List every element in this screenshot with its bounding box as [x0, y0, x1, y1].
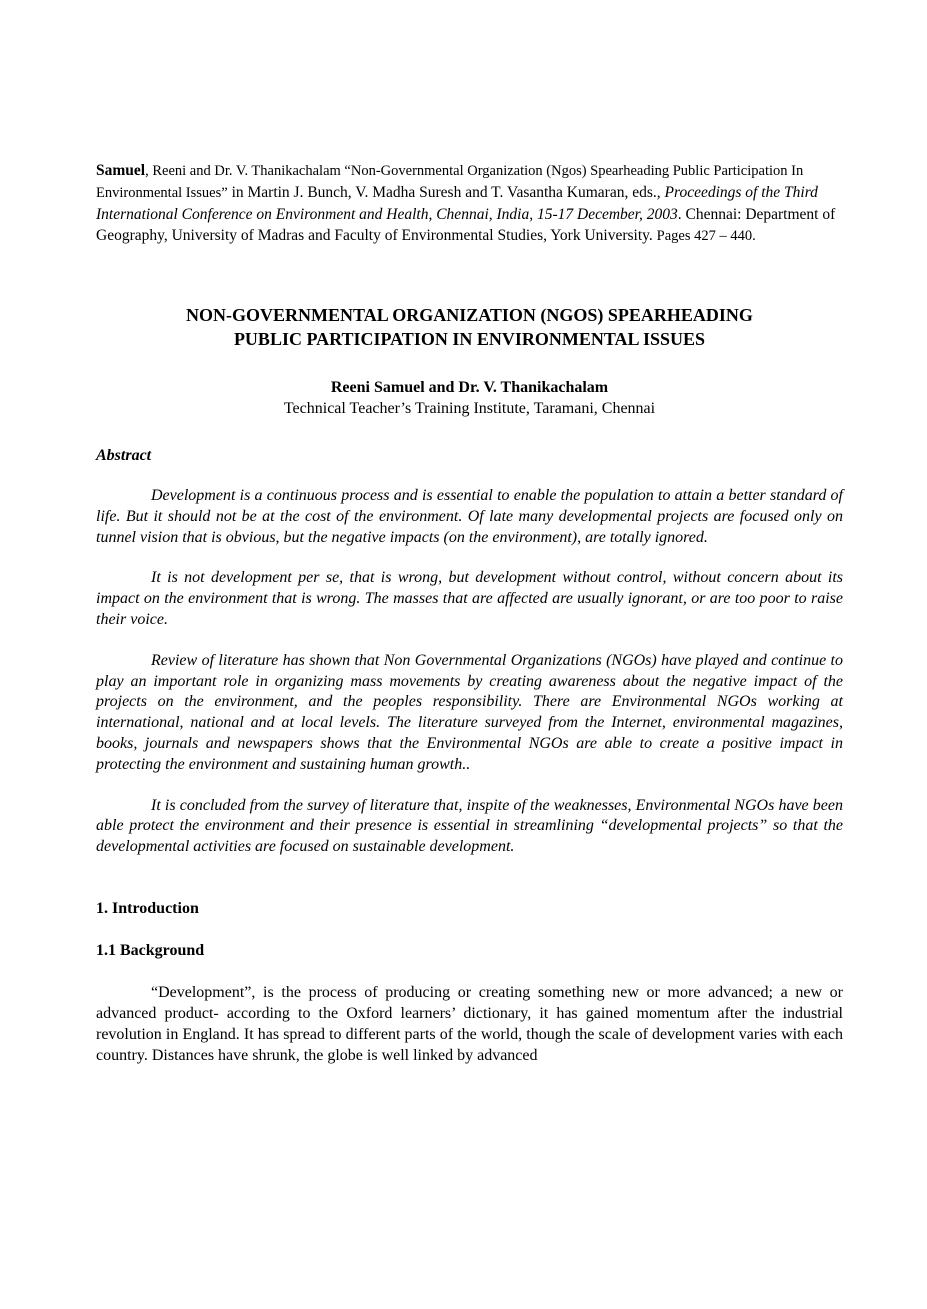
citation-author: Samuel: [96, 162, 146, 179]
abstract-paragraph-1: Development is a continuous process and is essential to enable the population to attain a better standard of life. But it should not be at the cost of the environment. Of late many developmental projects are focused only on tunnel vision that is obvious, but the negative impacts (on the environment), are totally ignored.: [96, 487, 843, 546]
citation-pages: Pages 427 – 440.: [656, 228, 756, 244]
abstract-paragraph-4: It is concluded from the survey of literature that, inspite of the weaknesses, Environmental NGOs have been able protect the environment and their presence is essential in streamlining “developmental projects” so that the developmental activities are focused on sustainable development.: [96, 796, 843, 856]
citation-title: , Reeni and Dr. V. Thanikachalam “Non-Governmental Organization (Ngos) Spearheading Public Participation In Environmental Issues”: [96, 163, 804, 201]
abstract-heading: Abstract: [96, 447, 152, 464]
paper-title-line-2: PUBLIC PARTICIPATION IN ENVIRONMENTAL ISSUES: [233, 329, 706, 349]
abstract-paragraph-2: It is not development per se, that is wrong, but development without control, without concern about its impact on the environment that is wrong. The masses that are affected are usually ignorant, or are too poor to raise their voice.: [96, 569, 843, 628]
paper-title: [96, 303, 843, 351]
citation-editors: in Martin J. Bunch, V. Madha Suresh and T. Vasantha Kumaran, eds.: [227, 184, 657, 201]
subsection-heading: 1.1 Background: [96, 941, 205, 959]
authors: Reeni Samuel and Dr. V. Thanikachalam: [330, 379, 609, 396]
paper-title-line-1: NON-GOVERNMENTAL ORGANIZATION (NGOS) SPEARHEADING: [186, 305, 753, 325]
abstract-paragraph-3: Review of literature has shown that Non Governmental Organizations (NGOs) have played and continue to play an important role in organizing mass movements by creating awareness about the negative impact of the projects on the environment, and the peoples responsibility. There are Environmental NGOs working at international, national and at local levels. The literature surveyed from the Internet, environmental magazines, books, journals and newspapers shows that the Environmental NGOs are able to create a positive impact in protecting the environment and sustaining human growth..: [96, 651, 843, 773]
section-heading: 1. Introduction: [96, 899, 199, 917]
citation: [96, 160, 843, 247]
affiliation: Technical Teacher’s Training Institute, Taramani, Chennai: [283, 400, 656, 417]
citation-proceedings: , Proceedings of the Third International Conference on Environment and Health, Chennai, India, 15-17 December, 2003: [96, 184, 818, 223]
citation-publisher: . Chennai: Department of Geography, University of Madras and Faculty of Environmental Studies, York University.: [96, 206, 836, 244]
paper-page: [96, 160, 843, 1066]
body-paragraph: “Development”, is the process of producing or creating something new or more advanced; a new or advanced product- according to the Oxford learners’ dictionary, it has gained momentum after the industrial revolution in England. It has spread to different parts of the world, though the scale of development varies with each country. Distances have shrunk, the globe is well linked by advanced: [96, 983, 843, 1064]
